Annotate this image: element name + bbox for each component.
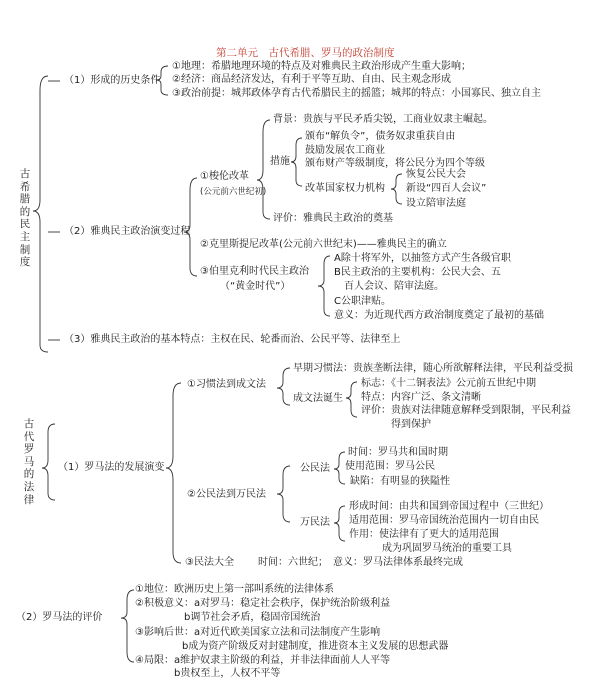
civil-law-item: 时间：罗马共和国时期 <box>348 447 448 458</box>
customary-label: ①习惯法到成文法 <box>187 379 266 390</box>
pericles-sub: （“黄金时代”） <box>220 281 291 292</box>
civil-law-label: 公民法 <box>300 463 330 474</box>
reform-org-item: 恢复公民大会 <box>406 169 466 180</box>
pericles-significance: 意义：为近现代西方政治制度奠定了最初的基础 <box>334 310 544 321</box>
evaluation-item: ②积极意义：a对罗马：稳定社会秩序，保护统治阶级利益 <box>135 598 391 609</box>
pericles-item: A除十将军外，以抽签方式产生各级官职 <box>334 253 511 264</box>
solon-period: (公元前六世纪初) <box>200 187 267 197</box>
reform-org-item: 新设“四百人会议” <box>406 183 487 194</box>
civil-law-item: 使用范围：罗马公民 <box>345 461 435 472</box>
process-label: （2）雅典民主政治演变过程 <box>64 226 191 237</box>
evaluation-item: b调节社会矛盾，稳固帝国统治 <box>184 612 321 623</box>
gentium-law-item: 成为巩固罗马统治的重要工具 <box>382 543 512 554</box>
section-greek-label: 古希腊的民主制度 <box>19 168 31 269</box>
solon-measure-item: 颁布财产等级制度，将公民分为四个等级 <box>305 158 485 169</box>
early-customary-law: 早期习惯法：贵族垄断法律，随心所欲解释法律，平民利益受损 <box>293 363 573 374</box>
condition-item: ③政治前提：城邦政体孕育古代希腊民主的摇篮；城邦的特点：小国寡民、独立自主 <box>172 88 541 99</box>
solon-evaluation: 评价：雅典民主政治的奠基 <box>273 213 393 224</box>
gentium-law-item: 形成时间：由共和国到帝国过程中（三世纪） <box>349 501 549 512</box>
evaluation-item: ①地位：欧洲历史上第一部叫系统的法律体系 <box>135 584 334 595</box>
corpus-label: ③民法大全 <box>185 557 234 568</box>
reform-org-item: 设立陪审法庭 <box>406 198 466 209</box>
pericles-label: ③伯里克利时代民主政治 <box>200 266 309 277</box>
evaluation-item: b成为资产阶级反对封建制度，推进资本主义发展的思想武器 <box>182 641 449 652</box>
conditions-label: （1）形成的历史条件 <box>64 75 161 86</box>
civil-law-item: 缺陷：有明显的狭隘性 <box>350 476 450 487</box>
development-label: （1）罗马法的发展演变 <box>58 462 165 473</box>
written-law-item: 标志：《十二铜表法》公元前五世纪中期 <box>361 378 536 389</box>
solon-label: ①梭伦改革 <box>200 171 249 182</box>
reform-org-label: 改革国家权力机构 <box>305 183 385 194</box>
solon-measure-item: 颁布“解负令”，债务奴隶重获自由 <box>305 131 456 142</box>
solon-background: 背景：贵族与平民矛盾尖锐，工商业奴隶主崛起。 <box>273 114 493 125</box>
gentium-law-label: 万民法 <box>300 517 330 528</box>
written-law-label: 成文法诞生 <box>293 393 343 404</box>
evaluation-item: ④局限：a维护奴隶主阶级的利益，并非法律面前人人平等 <box>135 655 391 666</box>
corpus-detail: 时间：六世纪； 意义：罗马法律体系最终完成 <box>258 557 463 568</box>
section-roman-label: 古代罗马的法律 <box>23 418 35 506</box>
pericles-item: B民主政治的主要机构：公民大会、五 <box>334 267 501 278</box>
page-title: 第二单元 古代希腊、罗马的政治制度 <box>216 47 395 59</box>
cleisthenes-reform: ②克里斯提尼改革(公元前六世纪末)——雅典民主的确立 <box>200 239 447 250</box>
pericles-item: 百人会议、陪审法庭。 <box>344 281 444 292</box>
solon-measures-label: 措施 <box>270 156 290 167</box>
condition-item: ②经济：商品经济发达，有利于平等互助、自由、民主观念形成 <box>172 74 451 85</box>
condition-item: ①地理：希腊地理环境的特点及对雅典民主政治形成产生重大影响； <box>172 61 471 72</box>
solon-measure-item: 鼓励发展农工商业 <box>305 145 385 156</box>
written-law-item: 评价：贵族对法律随意解释受到限制，平民利益 <box>361 405 571 416</box>
gentium-law-item: 作用：使法律有了更大的适用范围 <box>349 529 499 540</box>
evaluation-item: b贵权至上，人权不平等 <box>174 668 281 679</box>
citizen-label: ②公民法到万民法 <box>187 489 266 500</box>
evaluation-label: （2）罗马法的评价 <box>16 612 103 623</box>
written-law-item: 特点：内容广泛、条文清晰 <box>361 392 481 403</box>
gentium-law-item: 适用范围：罗马帝国统治范围内一切自由民 <box>349 515 539 526</box>
democracy-features: （3）雅典民主政治的基本特点：主权在民、轮番而治、公民平等、法律至上 <box>64 334 401 345</box>
pericles-item: C公职津贴。 <box>334 296 391 307</box>
written-law-item: 得到保护 <box>391 419 431 430</box>
evaluation-item: ③影响后世：a对近代欧美国家立法和司法制度产生影响 <box>135 627 381 638</box>
